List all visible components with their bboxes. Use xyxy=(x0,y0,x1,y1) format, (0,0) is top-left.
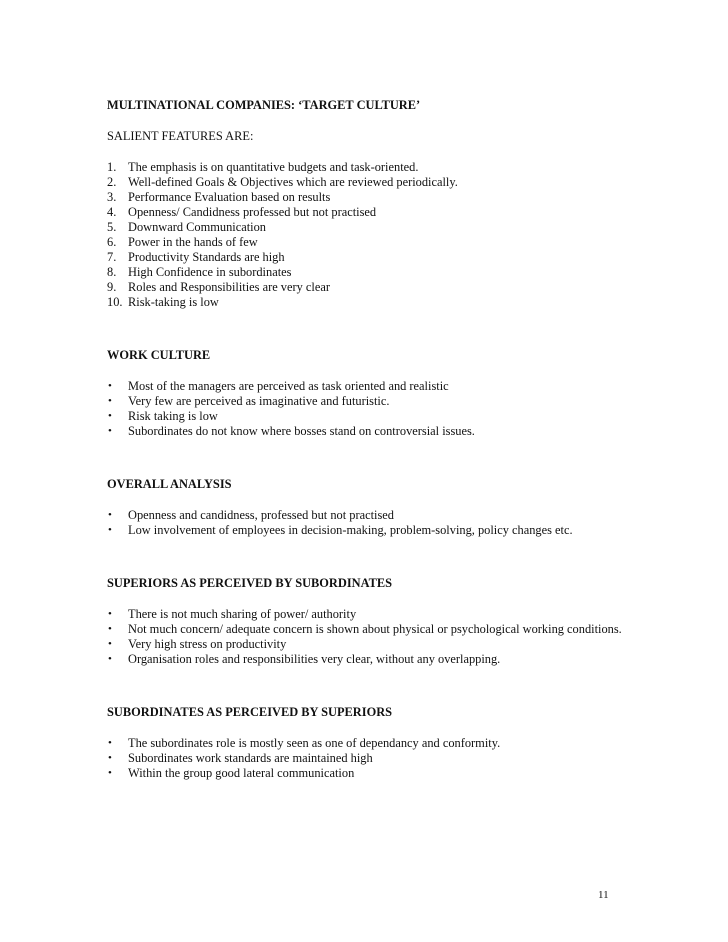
bullet-icon: • xyxy=(108,608,112,620)
list-item xyxy=(107,424,622,439)
list-item-text: Within the group good lateral communication xyxy=(128,766,355,780)
list-item xyxy=(107,652,622,667)
list-item xyxy=(107,220,622,235)
list-item xyxy=(107,508,622,523)
list-item-text: Risk-taking is low xyxy=(128,295,219,309)
list-item-text: Productivity Standards are high xyxy=(128,250,285,264)
list-item-text: High Confidence in subordinates xyxy=(128,265,292,279)
page-number: 11 xyxy=(598,889,609,901)
list-marker: 4. xyxy=(107,205,117,219)
work-culture-heading: WORK CULTURE xyxy=(107,348,211,362)
list-item-text: Not much concern/ adequate concern is shown about physical or psychological working conditions. xyxy=(128,622,622,636)
list-marker: 1. xyxy=(107,160,117,174)
bullet-icon: • xyxy=(108,380,112,392)
bullet-icon: • xyxy=(108,767,112,779)
list-item-text: Very high stress on productivity xyxy=(128,637,287,651)
bullet-icon: • xyxy=(108,752,112,764)
list-item-text: Most of the managers are perceived as task oriented and realistic xyxy=(128,379,449,393)
list-item-text: Very few are perceived as imaginative and futuristic. xyxy=(128,394,390,408)
list-item xyxy=(107,751,622,766)
overall-analysis-heading: OVERALL ANALYSIS xyxy=(107,477,232,491)
bullet-icon: • xyxy=(108,653,112,665)
list-marker: 2. xyxy=(107,175,117,189)
list-item-text: Subordinates work standards are maintained high xyxy=(128,751,373,765)
page-title: MULTINATIONAL COMPANIES: ‘TARGET CULTURE’ xyxy=(107,98,421,112)
list-item-text: The emphasis is on quantitative budgets and task-oriented. xyxy=(128,160,419,174)
list-item xyxy=(107,295,622,310)
list-item xyxy=(107,190,622,205)
list-item xyxy=(107,409,622,424)
list-item xyxy=(107,622,622,637)
work-culture-list xyxy=(107,379,622,439)
list-marker: 9. xyxy=(107,280,117,294)
bullet-icon: • xyxy=(108,395,112,407)
subordinates-list xyxy=(107,736,622,781)
bullet-icon: • xyxy=(108,524,112,536)
superiors-heading: SUPERIORS AS PERCEIVED BY SUBORDINATES xyxy=(107,576,393,590)
list-item xyxy=(107,235,622,250)
list-item-text: Organisation roles and responsibilities very clear, without any overlapping. xyxy=(128,652,501,666)
list-item xyxy=(107,379,622,394)
list-item xyxy=(107,637,622,652)
list-marker: 10. xyxy=(107,295,123,309)
list-item xyxy=(107,766,622,781)
list-item-text: Low involvement of employees in decision-making, problem-solving, policy changes etc. xyxy=(128,523,573,537)
list-item-text: Subordinates do not know where bosses stand on controversial issues. xyxy=(128,424,475,438)
list-item xyxy=(107,523,622,538)
bullet-icon: • xyxy=(108,638,112,650)
list-marker: 8. xyxy=(107,265,117,279)
salient-features-list xyxy=(107,160,622,310)
list-item xyxy=(107,607,622,622)
list-item xyxy=(107,160,622,175)
list-item xyxy=(107,280,622,295)
list-item xyxy=(107,175,622,190)
bullet-icon: • xyxy=(108,737,112,749)
list-item xyxy=(107,394,622,409)
document-page xyxy=(107,98,622,781)
list-marker: 6. xyxy=(107,235,117,249)
list-item-text: Power in the hands of few xyxy=(128,235,258,249)
bullet-icon: • xyxy=(108,623,112,635)
list-marker: 3. xyxy=(107,190,117,204)
list-item-text: The subordinates role is mostly seen as one of dependancy and conformity. xyxy=(128,736,501,750)
list-item xyxy=(107,250,622,265)
list-item-text: Well-defined Goals & Objectives which are reviewed periodically. xyxy=(128,175,458,189)
list-item-text: Risk taking is low xyxy=(128,409,218,423)
list-item-text: Performance Evaluation based on results xyxy=(128,190,331,204)
list-item xyxy=(107,205,622,220)
subordinates-heading: SUBORDINATES AS PERCEIVED BY SUPERIORS xyxy=(107,705,393,719)
list-item-text: There is not much sharing of power/ authority xyxy=(128,607,357,621)
overall-analysis-list xyxy=(107,508,622,538)
list-item xyxy=(107,736,622,751)
list-marker: 5. xyxy=(107,220,117,234)
bullet-icon: • xyxy=(108,509,112,521)
list-item-text: Openness and candidness, professed but not practised xyxy=(128,508,394,522)
superiors-list xyxy=(107,607,622,667)
list-item-text: Openness/ Candidness professed but not practised xyxy=(128,205,377,219)
bullet-icon: • xyxy=(108,410,112,422)
list-item xyxy=(107,265,622,280)
list-marker: 7. xyxy=(107,250,117,264)
list-item-text: Roles and Responsibilities are very clear xyxy=(128,280,330,294)
bullet-icon: • xyxy=(108,425,112,437)
list-item-text: Downward Communication xyxy=(128,220,266,234)
salient-features-heading: SALIENT FEATURES ARE: xyxy=(107,129,254,143)
